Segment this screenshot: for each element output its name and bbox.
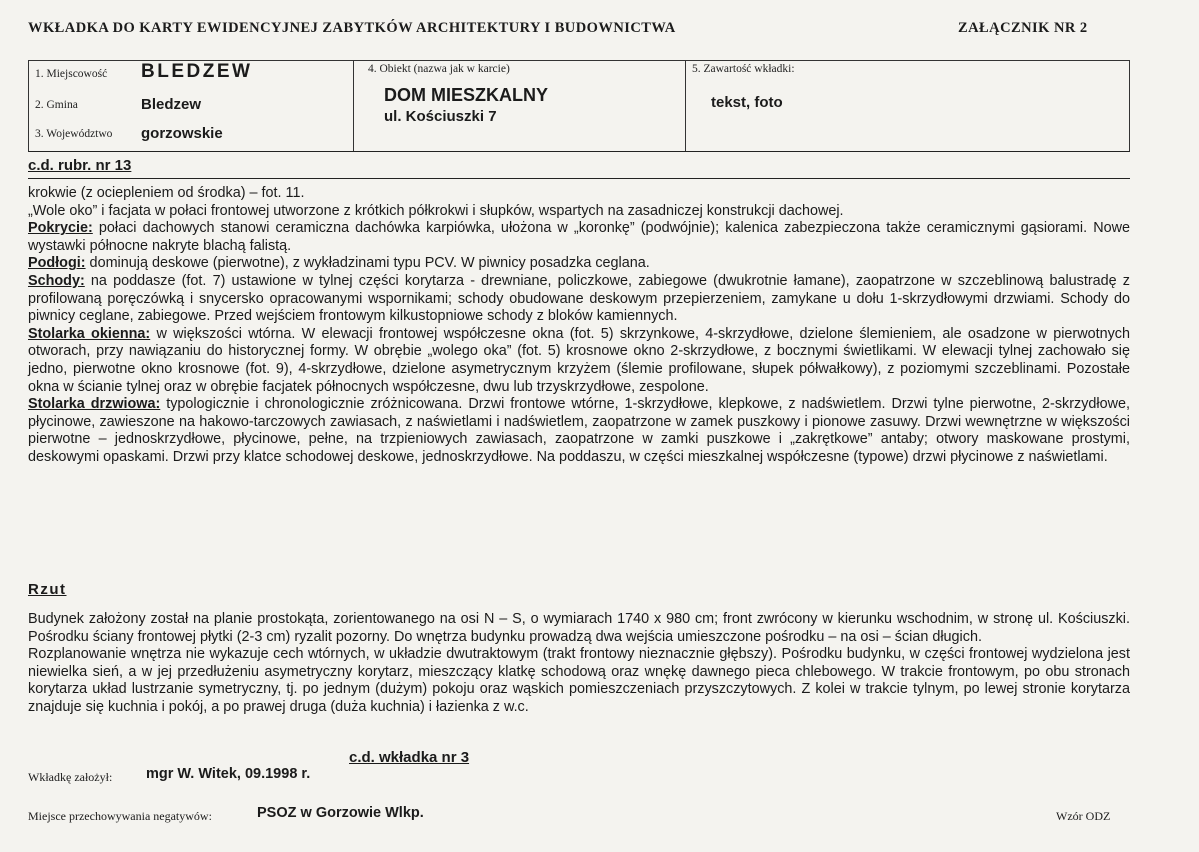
keyword: Podłogi: [28,255,86,272]
locality-label: 1. Miejscowość [35,68,108,80]
object-label: 4. Obiekt (nazwa jak w karcie) [368,63,510,75]
rzut-text [28,611,1130,717]
document-title: WKŁADKA DO KARTY EWIDENCYJNEJ ZABYTKÓW ARCHITEKTURY I BUDOWNICTWA [28,20,676,36]
paragraph-text: w większości wtórna. W elewacji frontowej współczesne okna (fot. 5) skrzynkowe, 4-skrzydłowe, dzielone ślemieniem, ale osadzone w pierwotnych otworach, przy nawiązaniu do historycznej formy. W obrębie „wolego oka” (fot. 5) krosnowe okno 2-skrzydłowe, z bocznymi świetlikami. W elewacji tylnej zachowało się jedno, pierwotne okno krosnowe (fot. 9), 4-skrzydłowe, dzielone asymetrycznym krzyżem (ślemie profilowane, słupek półwałkowy), z poziomymi szczeblinami. Pozostałe okna w ścianie tylnej oraz w obrębie facjatek północnych współczesne, dwu lub trzyskrzydłowe, zespolone. [28,325,1130,395]
continuation-note: c.d. wkładka nr 3 [349,749,470,766]
object-name: DOM MIESZKALNY [384,85,548,105]
keyword: Pokrycie: [28,220,93,237]
storage-label: Miejsce przechowywania negatywów: [28,809,212,823]
annex-number: ZAŁĄCZNIK NR 2 [958,20,1088,36]
author-label: Wkładkę założył: [28,770,113,784]
paragraph-stolarka-drzwiowa [28,396,1130,466]
box-divider [685,61,686,151]
object-address: ul. Kościuszki 7 [384,108,497,125]
content-label: 5. Zawartość wkładki: [692,63,795,75]
voivodeship-value: gorzowskie [141,125,223,142]
paragraph: „Wole oko” i facjata w połaci frontowej utworzone z krótkich półkrokwi i słupków, wspartych na zasadniczej konstrukcji dachowej. [28,202,844,219]
paragraph-text: typologicznie i chronologicznie zróżnicowana. Drzwi frontowe wtórne, 1-skrzydłowe, klepkowe, z nadświetlem. Drzwi tylne pierwotne, 2-skrzydłowe, płycinowe, zawieszone na hakowo-tarczowych zawiasach, z naświetlami i nadświetlem, zaopatrzone w zamek puszkowy i pionowe zasuwy. Drzwi wewnętrzne w większości pierwotne – jednoskrzydłowe, płycinowe, pełne, na trzpieniowych zawiasach, zaopatrzone w zamki puszkowe i „zakrętkowe” antaby; otwory maskowane prostymi, deskowymi opaskami. Drzwi przy klatce schodowej deskowe, jednoskrzydłowe. Na poddaszu, w części mieszkalnej współczesne (typowe) drzwi płycinowe z naświetlami. [28,396,1130,465]
continuation-heading: c.d. rubr. nr 13 [28,157,132,174]
paragraph-pokrycie [28,220,1130,255]
keyword: Schody: [28,272,85,289]
commune-label: 2. Gmina [35,99,78,111]
paragraph-schody [28,273,1130,326]
box-divider [353,61,354,151]
locality-value: BLEDZEW [141,61,253,82]
paragraph: krokwie (z ociepleniem od środka) – fot. 11. [28,185,305,201]
voivodeship-label: 3. Województwo [35,128,113,140]
paragraph-text: połaci dachowych stanowi ceramiczna dachówka karpiówka, ułożona w „koronkę” (podwójnie); kalenica zabezpieczona także ceramicznymi gąsiorami. Nowe wystawki północne nakryte blachą falistą. [28,220,1130,254]
paragraph: Rozplanowanie wnętrza nie wykazuje cech wtórnych, w układzie dwutraktowym (trakt frontowy nieznacznie głębszy). Pośrodku budynku, w części frontowej wydzielona jest niewielka sień, a w jej przedłużeniu asymetryczny korytarz, mieszczący klatkę schodową oraz wnękę dawnego pieca chlebowego. W trakcie frontowym, po obu stronach korytarza układ lustrzanie symetryczny, tj. po jednym (dużym) pokoju oraz wąskich pomieszczeniach przyszczytowych. Z kolei w trakcie tylnym, po lewej stronie korytarza znajduje się kuchnia i pokój, a po prawej druga (duża kuchnia) i łazienka z w.c. [28,646,1130,715]
paragraph-text: dominują deskowe (pierwotne), z wykładzinami typu PCV. W piwnicy posadzka ceglana. [85,255,650,272]
paragraph-text: na poddasze (fot. 7) ustawione w tylnej części korytarza - drewniane, policzkowe, zabiegowe (dwukrotnie łamane), zaopatrzone w szczeblinową balustradę z profilowaną poręczówką i snycersko opracowanymi wspornikami; schody obudowane deskowym przepierzeniem, zamykane u dołu 1-skrzydłowymi drzwiami. Schody do piwnicy ceglane, zabiegowe. Przed wejściem frontowym kilkustopniowe schody z bloków kamiennych. [28,272,1130,325]
paragraph-podlogi [28,255,1130,273]
storage-value: PSOZ w Gorzowie Wlkp. [257,805,424,821]
section-divider [28,178,1130,179]
author-value: mgr W. Witek, 09.1998 r. [146,766,311,782]
commune-value: Bledzew [141,96,202,113]
keyword: Stolarka okienna: [28,325,151,342]
rzut-heading: Rzut [28,581,67,598]
metadata-box [28,60,1130,152]
content-value: tekst, foto [711,94,783,111]
keyword: Stolarka drzwiowa: [28,396,161,413]
main-text [28,185,1130,467]
paragraph-stolarka-okienna [28,326,1130,396]
template-label: Wzór ODZ [1056,809,1111,823]
paragraph: Budynek założony został na planie prostokąta, zorientowanego na osi N – S, o wymiarach 1740 x 980 cm; front zwrócony w kierunku wschodnim, w stronę ul. Kościuszki. Pośrodku ściany frontowej płytki (2-3 cm) ryzalit pozorny. Do wnętrza budynku prowadzą dwa wejścia umieszczone pośrodku – na osi – ścian długich. [28,611,1130,645]
